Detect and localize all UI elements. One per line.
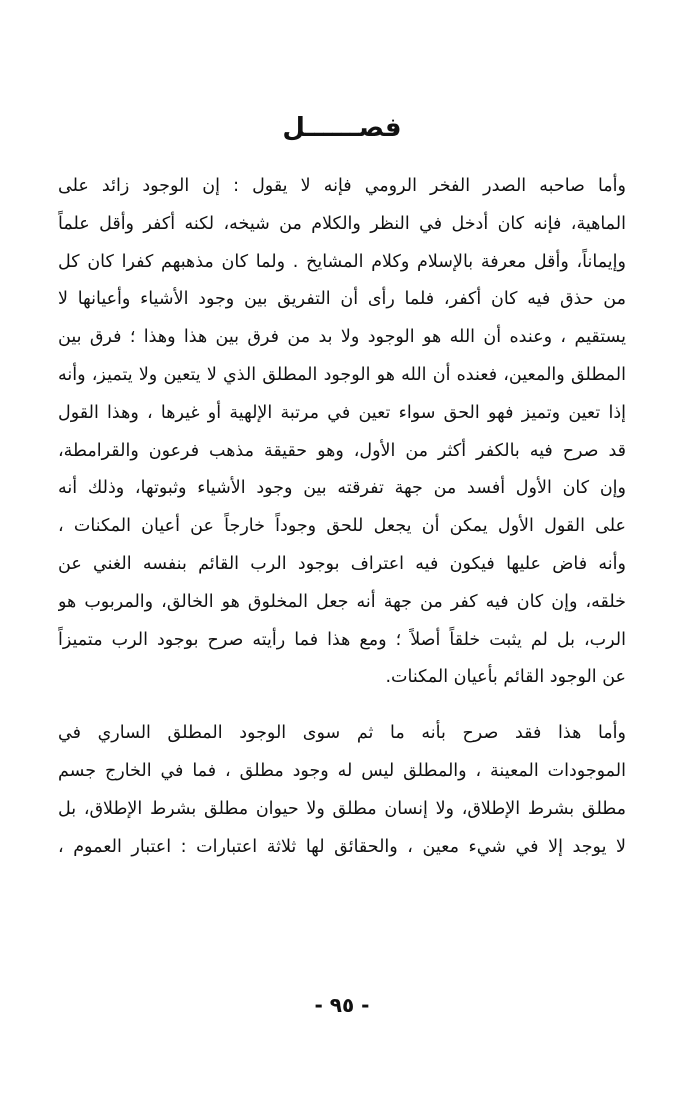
text-line: يستقيم ، وعنده أن الله هو الوجود ولا بد من فرق بين هذا وهذا ؛ فرق بين (58, 327, 626, 348)
text-line: من حذق فيه كان أكفر، فلما رأى أن التفريق بين وجود الأشياء وأعيانها لا (58, 289, 626, 310)
paragraph (58, 168, 626, 697)
text-line: إذا تعين وتميز فهو الحق سواء تعين في مرتبة الإلهية أو غيرها ، وهذا القول (58, 402, 626, 423)
text-line: مطلق بشرط الإطلاق، ولا إنسان مطلق ولا حيوان مطلق بشرط الإطلاق، بل (58, 798, 626, 819)
text-line: قد صرح فيه بالكفر أكثر من الأول، وهو حقيقة مذهب فرعون والقرامطة، (58, 440, 626, 461)
text-line: وأما هذا فقد صرح بأنه ما ثم سوى الوجود المطلق الساري في (58, 723, 626, 744)
paragraph-gap (58, 697, 626, 715)
text-line: المطلق والمعين، فعنده أن الله هو الوجود المطلق الذي لا يتعين ولا يتميز، وأنه (58, 364, 626, 385)
body-text (58, 168, 626, 866)
page-number: - ٩٥ - (314, 993, 370, 1017)
text-line: وإيماناً، وأقل معرفة بالإسلام وكلام المشايخ . ولما كان مذهبهم كفرا كان كل (58, 251, 626, 272)
text-line: على القول الأول يمكن أن يجعل للحق وجوداً خارجاً عن أعيان المكنات ، (58, 516, 626, 537)
text-line: لا يوجد إلا في شيء معين ، والحقائق لها ثلاثة اعتبارات : اعتبار العموم ، (58, 836, 626, 857)
text-line: خلقه، وإن كان فيه كفر من جهة أنه جعل المخلوق هو الخالق، والمربوب هو (58, 591, 626, 612)
text-line: الرب، بل لم يثبت خلقاً أصلاً ؛ ومع هذا فما رأيته صرح بوجود الرب متميزاً (58, 629, 626, 650)
paragraph (58, 715, 626, 866)
text-line: الماهية، فإنه كان أدخل في النظر والكلام من شيخه، لكنه أكفر وأقل علماً (58, 213, 626, 234)
text-line: وأما صاحبه الصدر الفخر الرومي فإنه لا يقول : إن الوجود زائد على (58, 176, 626, 196)
text-line: وإن كان الأول أفسد من جهة تفرقته بين وجود الأشياء وثبوتها، وذلك أنه (58, 478, 626, 499)
text-line: الموجودات المعينة ، والمطلق ليس له وجود مطلق ، فما في الخارج جسم (58, 760, 626, 781)
section-title: فصــــــل (282, 113, 402, 143)
text-line: وأنه فاض عليها فيكون فيه اعتراف بوجود الرب القائم بنفسه الغني عن (58, 553, 626, 574)
text-line: عن الوجود القائم بأعيان المكنات. (385, 667, 626, 688)
